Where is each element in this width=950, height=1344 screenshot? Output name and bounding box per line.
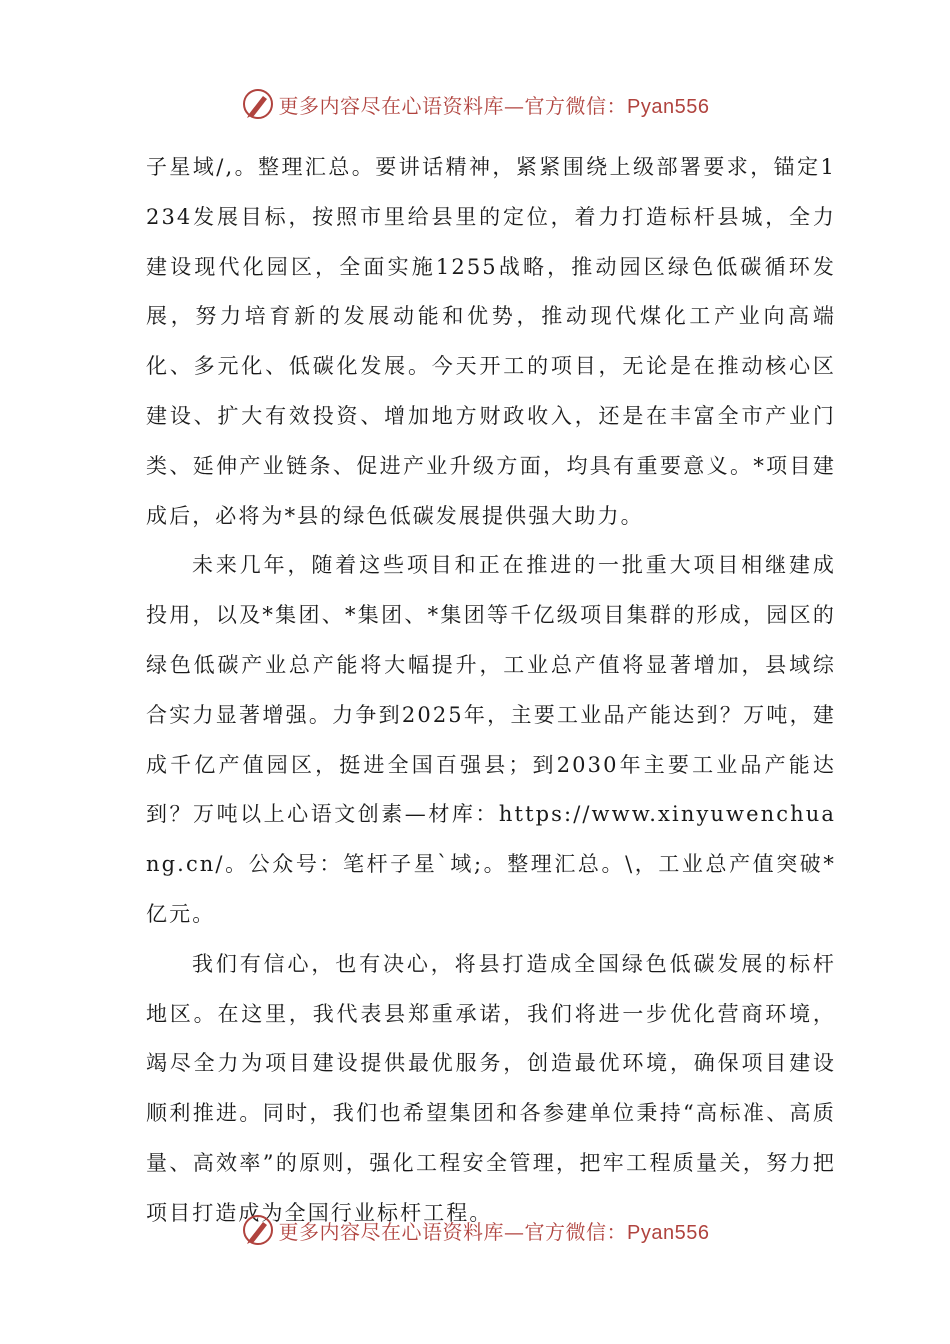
watermark-text: 更多内容尽在心语资料库—官方微信：Pyan556 (278, 1219, 710, 1244)
paragraph-2: 未来几年，随着这些项目和正在推进的一批重大项目相继建成投用，以及*集团、*集团、*集团等千亿级项目集群的形成，园区的绿色低碳产业总产能将大幅提升，工业总产值将显著增加，县域综合实力显著增强。力争到2025年，主要工业品产能达到？万吨，建成千亿产值园区，挺进全国百强县；到2030年主要工业品产能达到？万吨以上心语文创素—材库：https://www.xinyuwenchuang.cn/。公众号：笔杆子星`域;。整理汇总。\，工业总产值突破*亿元。 (146, 553, 836, 926)
paragraph-1: 子星域/,。整理汇总。要讲话精神，紧紧围绕上级部署要求，锚定1234发展目标，按照市里给县里的定位，着力打造标杆县城，全力建设现代化园区，全面实施1255战略，推动园区绿色低碳循环发展，努力培育新的发展动能和优势，推动现代煤化工产业向高端化、多元化、低碳化发展。今天开工的项目，无论是在推动核心区建设、扩大有效投资、增加地方财政收入，还是在丰富全市产业门类、延伸产业链条、促进产业升级方面，均具有重要意义。*项目建成后，必将为*县的绿色低碳发展提供强大助力。 (146, 155, 836, 528)
document-body (146, 143, 836, 1239)
header-watermark-banner (0, 84, 950, 124)
pen-logo-icon (241, 1213, 275, 1247)
footer-watermark-banner (0, 1210, 950, 1250)
watermark-text: 更多内容尽在心语资料库—官方微信：Pyan556 (278, 93, 710, 118)
pen-logo-icon (241, 87, 275, 121)
paragraph-3: 我们有信心，也有决心，将县打造成全国绿色低碳发展的标杆地区。在这里，我代表县郑重承诺，我们将进一步优化营商环境，竭尽全力为项目建设提供最优服务，创造最优环境，确保项目建设顺利推进。同时，我们也希望集团和各参建单位秉持“高标准、高质量、高效率”的原则，强化工程安全管理，把牢工程质量关，努力把项目打造成为全国行业标杆工程。 (146, 951, 836, 1225)
